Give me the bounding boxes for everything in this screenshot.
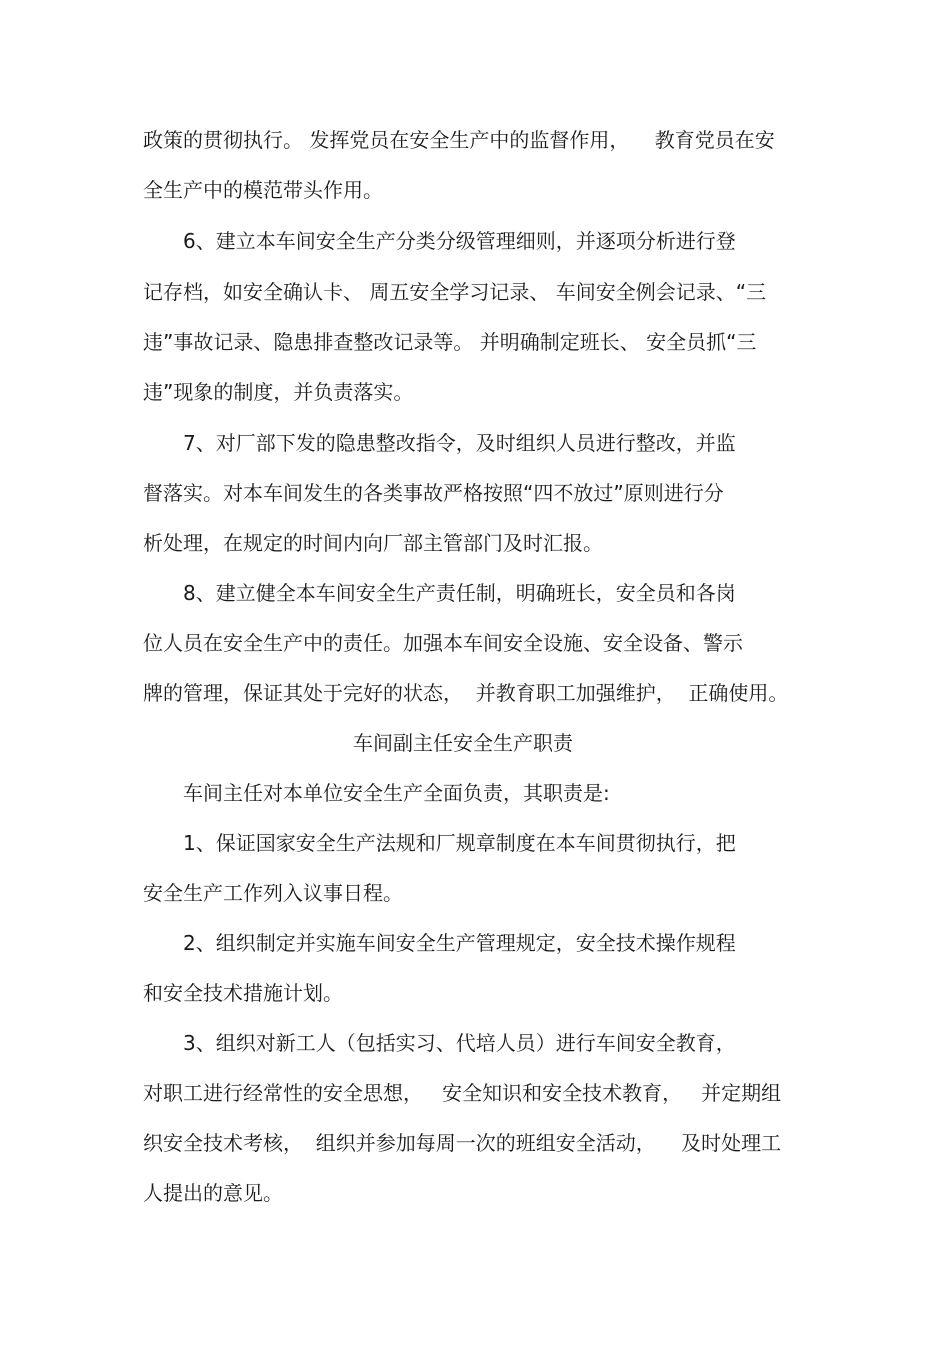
body-line: 和安全技术措施计划。: [143, 981, 343, 1005]
section-title: 车间副主任安全生产职责: [353, 731, 573, 755]
body-line: 违”事故记录、隐患排查整改记录等。 并明确制定班长、 安全员抓“三: [143, 330, 757, 354]
body-line: 牌的管理，保证其处于完好的状态， 并教育职工加强维护， 正确使用。: [143, 681, 789, 705]
body-line: 全生产中的模范带头作用。: [143, 178, 383, 202]
body-line: 车间主任对本单位安全生产全面负责，其职责是:: [183, 781, 610, 805]
body-line: 7、对厂部下发的隐患整改指令，及时组织人员进行整改，并监: [183, 431, 736, 455]
body-line: 记存档，如安全确认卡、 周五安全学习记录、 车间安全例会记录、“三: [143, 280, 767, 304]
body-line: 安全生产工作列入议事日程。: [143, 881, 403, 905]
body-line: 政策的贯彻执行。 发挥党员在安全生产中的监督作用， 教育党员在安: [143, 128, 775, 152]
body-line: 2、组织制定并实施车间安全生产管理规定，安全技术操作规程: [183, 931, 736, 955]
body-line: 析处理，在规定的时间内向厂部主管部门及时汇报。: [143, 531, 603, 555]
body-line: 违”现象的制度，并负责落实。: [143, 380, 414, 404]
body-line: 对职工进行经常性的安全思想， 安全知识和安全技术教育， 并定期组: [143, 1081, 782, 1105]
body-line: 1、保证国家安全生产法规和厂规章制度在本车间贯彻执行，把: [183, 831, 736, 855]
body-line: 织安全技术考核， 组织并参加每周一次的班组安全活动， 及时处理工: [143, 1131, 782, 1155]
body-line: 督落实。对本车间发生的各类事故严格按照“四不放过”原则进行分: [143, 481, 724, 505]
body-line: 8、建立健全本车间安全生产责任制，明确班长，安全员和各岗: [183, 581, 736, 605]
body-line: 位人员在安全生产中的责任。加强本车间安全设施、安全设备、警示: [143, 631, 743, 655]
body-line: 6、建立本车间安全生产分类分级管理细则，并逐项分析进行登: [183, 229, 736, 253]
body-line: 3、组织对新工人（包括实习、代培人员）进行车间安全教育，: [183, 1031, 736, 1055]
body-line: 人提出的意见。: [143, 1181, 283, 1205]
